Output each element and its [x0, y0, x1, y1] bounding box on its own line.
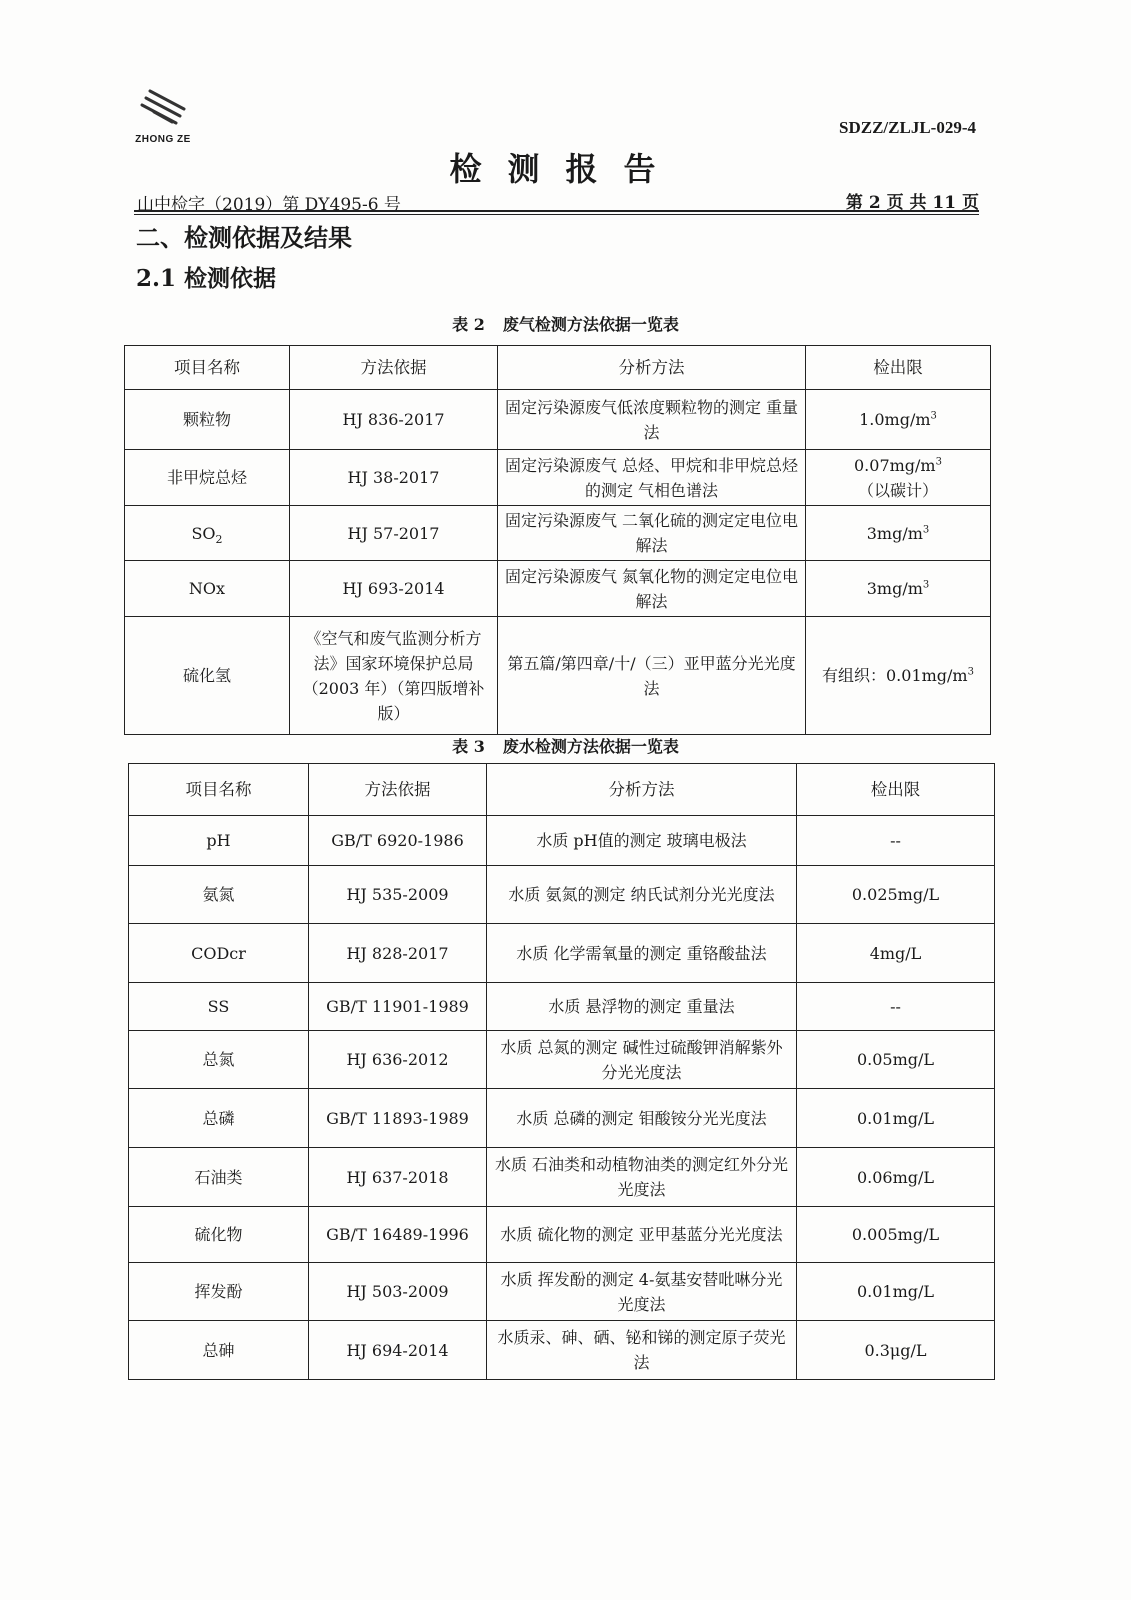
table-row [129, 1207, 995, 1263]
table-header-row [129, 764, 995, 816]
cell-item: 挥发酚 [129, 1263, 309, 1321]
header-limit: 检出限 [797, 764, 995, 816]
cell-limit: -- [797, 816, 995, 866]
cell-basis: HJ 828-2017 [309, 924, 487, 983]
table-row [129, 983, 995, 1031]
page-title: 检测报告 [449, 150, 682, 188]
logo-stripes-icon [128, 88, 198, 134]
limit-value: 1.0mg/m [859, 410, 931, 429]
limit-value: 0.07mg/m [854, 455, 936, 475]
header-divider [134, 210, 979, 215]
cell-method: 第五篇/第四章/十/（三）亚甲蓝分光光度法 [498, 617, 806, 735]
table-row [129, 816, 995, 866]
cell-method: 固定污染源废气低浓度颗粒物的测定 重量法 [498, 390, 806, 450]
cell-item: pH [129, 816, 309, 866]
table-row [129, 1089, 995, 1148]
header-method: 分析方法 [487, 764, 797, 816]
report-number: 山中检字（2019）第 DY495-6 号 [137, 195, 401, 215]
limit-superscript: 3 [930, 410, 937, 422]
cell-basis: HJ 38-2017 [290, 450, 498, 506]
limit-superscript: 3 [922, 524, 930, 536]
cell-limit: 0.3μg/L [797, 1321, 995, 1380]
cell-limit [806, 561, 991, 617]
cell-item [125, 506, 290, 561]
cell-item: 硫化氢 [125, 617, 290, 735]
cell-basis: HJ 57-2017 [290, 506, 498, 561]
cell-item: 总砷 [129, 1321, 309, 1380]
cell-limit: 0.05mg/L [797, 1031, 995, 1089]
cell-method: 水质 氨氮的测定 纳氏试剂分光光度法 [487, 866, 797, 924]
cell-method: 水质 石油类和动植物油类的测定红外分光光度法 [487, 1148, 797, 1207]
table-row [129, 1321, 995, 1380]
cell-limit: 0.01mg/L [797, 1089, 995, 1148]
table3-caption [0, 734, 1131, 757]
table-row [129, 1263, 995, 1321]
cell-limit: 0.06mg/L [797, 1148, 995, 1207]
page-number: 第 2 页 共 11 页 [845, 193, 979, 213]
cell-limit: 0.01mg/L [797, 1263, 995, 1321]
header-item: 项目名称 [129, 764, 309, 816]
section-title: 二、检测依据及结果 [136, 223, 352, 252]
table3-caption-number: 表 3 [452, 737, 485, 756]
header-method: 分析方法 [498, 346, 806, 390]
limit-superscript: 3 [922, 579, 930, 591]
cell-method: 水质 挥发酚的测定 4-氨基安替吡啉分光光度法 [487, 1263, 797, 1321]
cell-method: 固定污染源废气 二氧化硫的测定定电位电解法 [498, 506, 806, 561]
cell-basis: HJ 836-2017 [290, 390, 498, 450]
exhaust-gas-method-table [124, 345, 991, 735]
cell-method: 水质 化学需氧量的测定 重铬酸盐法 [487, 924, 797, 983]
cell-method: 固定污染源废气 氮氧化物的测定定电位电解法 [498, 561, 806, 617]
table-row [129, 924, 995, 983]
cell-basis: HJ 637-2018 [309, 1148, 487, 1207]
cell-method: 水质 总氮的测定 碱性过硫酸钾消解紫外分光光度法 [487, 1031, 797, 1089]
table-row [125, 561, 991, 617]
cell-item: 颗粒物 [125, 390, 290, 450]
limit-note: （以碳计） [857, 480, 938, 500]
cell-item: SS [129, 983, 309, 1031]
limit-superscript: 3 [935, 456, 942, 468]
cell-basis: GB/T 11901-1989 [309, 983, 487, 1031]
header-basis: 方法依据 [290, 346, 498, 390]
cell-basis: GB/T 11893-1989 [309, 1089, 487, 1148]
table-row [125, 390, 991, 450]
cell-basis: HJ 636-2012 [309, 1031, 487, 1089]
wastewater-method-table [128, 763, 995, 1380]
cell-method: 水质 总磷的测定 钼酸铵分光光度法 [487, 1089, 797, 1148]
table2-caption [0, 312, 1131, 335]
table3-caption-title: 废水检测方法依据一览表 [502, 737, 679, 756]
cell-method: 水质 pH值的测定 玻璃电极法 [487, 816, 797, 866]
table-row [129, 1031, 995, 1089]
header-basis: 方法依据 [309, 764, 487, 816]
cell-limit: 0.025mg/L [797, 866, 995, 924]
document-code: SDZZ/ZLJL-029-4 [839, 118, 976, 137]
cell-item: 氨氮 [129, 866, 309, 924]
cell-limit [806, 617, 991, 735]
limit-value: 3mg/m [866, 579, 923, 598]
logo-text: ZHONG ZE [135, 134, 191, 145]
cell-item: 总氮 [129, 1031, 309, 1089]
item-formula: SO [191, 523, 216, 543]
cell-basis: HJ 693-2014 [290, 561, 498, 617]
limit-value: 有组织：0.01mg/m [822, 666, 968, 685]
cell-basis: HJ 535-2009 [309, 866, 487, 924]
cell-item: CODcr [129, 924, 309, 983]
limit-superscript: 3 [967, 666, 974, 678]
cell-basis: HJ 503-2009 [309, 1263, 487, 1321]
cell-limit [806, 450, 991, 506]
cell-limit: 0.005mg/L [797, 1207, 995, 1263]
cell-limit: -- [797, 983, 995, 1031]
table-row [129, 866, 995, 924]
table-header-row [125, 346, 991, 390]
cell-item: 总磷 [129, 1089, 309, 1148]
cell-basis: GB/T 16489-1996 [309, 1207, 487, 1263]
cell-method: 水质 硫化物的测定 亚甲基蓝分光光度法 [487, 1207, 797, 1263]
cell-limit [806, 390, 991, 450]
company-logo [128, 88, 198, 152]
header-limit: 检出限 [806, 346, 991, 390]
cell-method: 固定污染源废气 总烃、甲烷和非甲烷总烃的测定 气相色谱法 [498, 450, 806, 506]
cell-item: 硫化物 [129, 1207, 309, 1263]
cell-limit: 4mg/L [797, 924, 995, 983]
cell-basis: 《空气和废气监测分析方法》国家环境保护总局（2003 年）（第四版增补版） [290, 617, 498, 735]
subsection-title: 2.1 检测依据 [136, 265, 277, 292]
cell-basis: GB/T 6920-1986 [309, 816, 487, 866]
cell-method: 水质 悬浮物的测定 重量法 [487, 983, 797, 1031]
table-row [125, 617, 991, 735]
table2-caption-title: 废气检测方法依据一览表 [502, 315, 679, 334]
table-row [129, 1148, 995, 1207]
cell-basis: HJ 694-2014 [309, 1321, 487, 1380]
limit-value: 3mg/m [866, 523, 923, 543]
cell-limit [806, 506, 991, 561]
cell-item: NOx [125, 561, 290, 617]
table2-caption-number: 表 2 [452, 315, 485, 334]
table-row [125, 506, 991, 561]
cell-item: 石油类 [129, 1148, 309, 1207]
table-row [125, 450, 991, 506]
cell-method: 水质汞、砷、硒、铋和锑的测定原子荧光法 [487, 1321, 797, 1380]
cell-item: 非甲烷总烃 [125, 450, 290, 506]
item-subscript: 2 [215, 532, 223, 546]
header-item: 项目名称 [125, 346, 290, 390]
